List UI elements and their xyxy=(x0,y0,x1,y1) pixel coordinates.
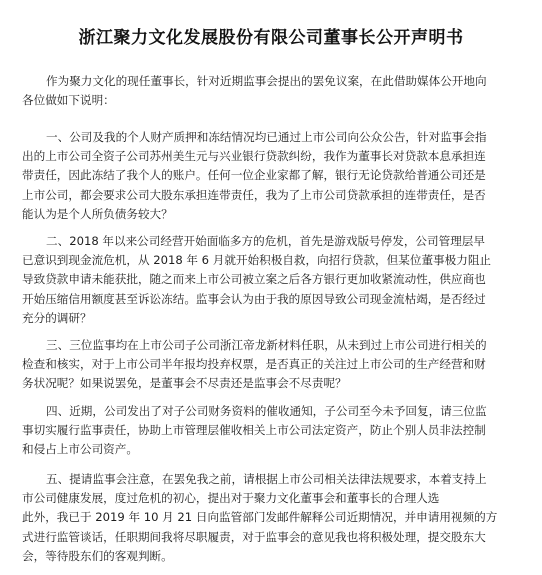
text-line: 四、近期，公司发出了对子公司财务资料的催收通知，子公司至今未予回复，请三位监 xyxy=(46,404,487,418)
paragraph-three xyxy=(22,336,522,394)
paragraph-intro xyxy=(22,72,522,110)
text-line: 会，等待股东们的客观判断。 xyxy=(22,548,173,563)
text-line: 充分的调研？ xyxy=(22,310,92,325)
text-line: 五、提请监事会注意，在罢免我之前，请根据上市公司相关法律法规要求，本着支持上 xyxy=(46,472,487,486)
text-line: 各位做如下说明： xyxy=(22,93,115,108)
paragraph-one xyxy=(22,128,522,224)
paragraph-five xyxy=(22,470,522,566)
text-line: 市公司健康发展，度过危机的初心，提出对于聚力文化董事会和董事长的合理人选 xyxy=(22,491,440,506)
text-line: 检查和核实，对于上市公司半年报均投弃权票，是否真正的关注过上市公司的生产经营和财 xyxy=(22,357,486,372)
text-line: 导致贷款申请未能获批，随之而来上市公司被立案之后各方银行更加收紧流动性，供应商也 xyxy=(22,272,486,287)
paragraph-four xyxy=(22,402,522,460)
text-line: 作为聚力文化的现任董事长，针对近期监事会提出的罢免议案，在此借助媒体公开地向 xyxy=(46,74,487,88)
text-line: 能认为是个人所负债务较大？ xyxy=(22,206,173,221)
text-line: 已意识到现金流危机，从 2018 年 6 月就开始积极自救，向招行贷款，但某位董事极力阻止 xyxy=(22,253,492,268)
text-line: 三、三位监事均在上市公司子公司浙江帝龙新材料任职，从未到过上市公司进行相关的 xyxy=(46,338,487,352)
text-line: 二、2018 年以来公司经营开始面临多方的危机，首先是游戏版号停发，公司管理层早 xyxy=(46,234,485,248)
text-line: 带责任，因此冻结了我个人的账户。任何一位企业家都了解，银行无论贷款给普通公司还是 xyxy=(22,168,486,183)
document-title: 浙江聚力文化发展股份有限公司董事长公开声明书 xyxy=(78,28,464,48)
text-line: 事切实履行监事责任，协助上市管理层催收相关上市公司法定资产，防止个别人员非法控制 xyxy=(22,423,486,438)
text-line: 开始压缩信用额度甚至诉讼冻结。监事会认为由于我的原因导致公司现金流枯竭，是否经过 xyxy=(22,291,486,306)
text-line: 式进行监管谈话，任职期间我将尽职履责，对于监事会的意见我也将积极处理，提交股东大 xyxy=(22,529,486,544)
text-line: 此外，我已于 2019 年 10 月 21 日向监管部门发邮件解释公司近期情况，并申请用视频的方 xyxy=(22,510,498,525)
text-line: 和侵占上市公司资产。 xyxy=(22,442,138,457)
paragraph-two xyxy=(22,232,522,328)
text-line: 上市公司，都会要求公司大股东承担连带责任，我为了上市公司贷款承担的连带责任，是否 xyxy=(22,187,486,202)
text-line: 一、公司及我的个人财产质押和冻结情况均已通过上市公司向公众公告，针对监事会指 xyxy=(46,130,487,144)
text-line: 出的上市公司全资子公司苏州美生元与兴业银行贷款纠纷，我作为董事长对贷款本息承担连 xyxy=(22,149,486,164)
text-line: 务状况呢？如果说罢免，是董事会不尽责还是监事会不尽责呢？ xyxy=(22,376,347,391)
